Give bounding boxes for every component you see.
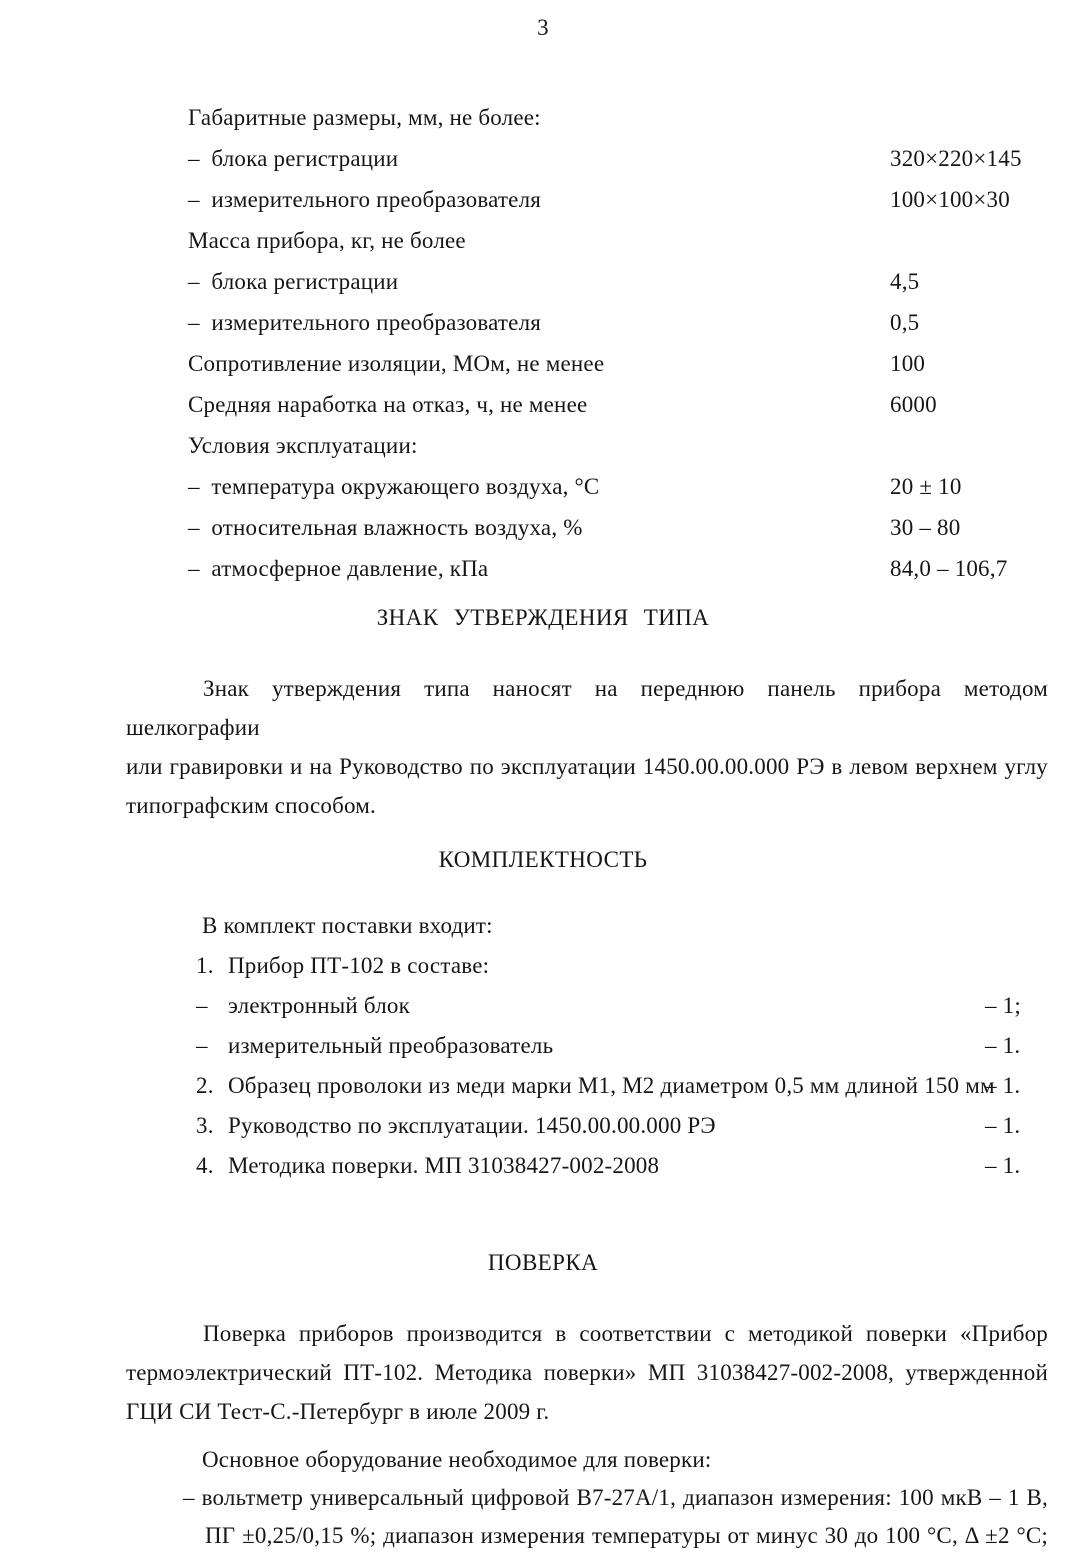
kit-item-text: Методика поверки. МП 31038427-002-2008 <box>228 1153 660 1178</box>
paragraph-line: или гравировки и на Руководство по эксплуатации 1450.00.00.000 РЭ в левом верхнем углу <box>126 754 1048 779</box>
paragraph-line: ГЦИ СИ Тест-С.-Петербург в июле 2009 г. <box>126 1399 550 1424</box>
kit-item-text: Руководство по эксплуатации. 1450.00.00.000 РЭ <box>228 1113 716 1138</box>
spec-row <box>0 220 1086 261</box>
heading-completeness: КОМПЛЕКТНОСТЬ <box>438 847 648 872</box>
kit-intro: В комплект поставки входит: <box>202 913 493 938</box>
spec-label: Сопротивление изоляции, МОм, не менее <box>188 351 605 376</box>
spec-value: 4,5 <box>890 269 920 294</box>
kit-item <box>0 986 1086 1026</box>
equipment-item <box>0 1479 1086 1555</box>
equipment-intro: Основное оборудование необходимое для поверки: <box>202 1447 712 1472</box>
spec-label: Условия эксплуатации: <box>188 433 418 458</box>
kit-item-quantity: – 1; <box>985 993 1021 1018</box>
kit-item-text: электронный блок <box>228 993 410 1018</box>
kit-item-text: Прибор ПТ-102 в составе: <box>228 953 490 978</box>
kit-item-marker: 3. <box>196 1113 214 1138</box>
spec-label: – измерительного преобразователя <box>188 310 542 335</box>
specifications-list <box>0 97 1086 589</box>
equipment-item-line-2: ПГ ±0,25/0,15 %; диапазон измерения температуры от минус 30 до 100 °С, Δ ±2 °С; <box>205 1523 1048 1548</box>
kit-list <box>0 946 1086 1186</box>
kit-item-quantity: – 1. <box>985 1073 1021 1098</box>
kit-item-marker: 4. <box>196 1153 214 1178</box>
kit-item <box>0 1106 1086 1146</box>
spec-row <box>0 466 1086 507</box>
verification-paragraph <box>126 1314 1048 1431</box>
kit-item <box>0 946 1086 986</box>
spec-row <box>0 97 1086 138</box>
kit-item <box>0 1066 1086 1106</box>
paragraph-line: Знак утверждения типа наносят на переднюю панель прибора методом шелкографии <box>126 676 1048 740</box>
page-number: 3 <box>537 15 549 40</box>
spec-label: Габаритные размеры, мм, не более: <box>188 105 541 130</box>
kit-item-quantity: – 1. <box>985 1153 1021 1178</box>
spec-row <box>0 384 1086 425</box>
spec-value: 320×220×145 <box>890 146 1022 171</box>
kit-item-quantity: – 1. <box>985 1113 1021 1138</box>
kit-item-quantity: – 1. <box>985 1033 1021 1058</box>
kit-item-text: Образец проволоки из меди марки М1, М2 диаметром 0,5 мм длиной 150 мм <box>228 1073 995 1098</box>
spec-label: – относительная влажность воздуха, % <box>188 515 583 540</box>
spec-label: Средняя наработка на отказ, ч, не менее <box>188 392 588 417</box>
spec-value: 84,0 – 106,7 <box>890 556 1008 581</box>
paragraph-line: типографским способом. <box>126 793 376 818</box>
spec-value: 100 <box>890 351 926 376</box>
spec-row <box>0 548 1086 589</box>
paragraph-line: термоэлектрический ПТ-102. Методика поверки» МП 31038427-002-2008, утвержденной <box>126 1360 1048 1385</box>
spec-value: 100×100×30 <box>890 187 1010 212</box>
kit-item <box>0 1026 1086 1066</box>
spec-label: – блока регистрации <box>188 146 399 171</box>
kit-item-text: измерительный преобразователь <box>228 1033 554 1058</box>
spec-label: – температура окружающего воздуха, °С <box>188 474 600 499</box>
spec-value: 6000 <box>890 392 937 417</box>
spec-value: 20 ± 10 <box>890 474 962 499</box>
kit-item-marker: – <box>196 993 208 1018</box>
spec-row <box>0 179 1086 220</box>
spec-row <box>0 302 1086 343</box>
type-approval-paragraph <box>126 669 1048 825</box>
spec-row <box>0 261 1086 302</box>
spec-row <box>0 425 1086 466</box>
kit-item-marker: 1. <box>196 953 214 978</box>
heading-verification: ПОВЕРКА <box>487 1250 599 1275</box>
heading-type-approval-mark: ЗНАК УТВЕРЖДЕНИЯ ТИПА <box>376 605 710 630</box>
spec-value: 0,5 <box>890 310 920 335</box>
kit-item <box>0 1146 1086 1186</box>
spec-label: Масса прибора, кг, не более <box>188 228 466 253</box>
equipment-item-line-1: – вольтметр универсальный цифровой В7-27А/1, диапазон измерения: 100 мкВ – 1 В, <box>183 1485 1048 1510</box>
kit-item-marker: 2. <box>196 1073 214 1098</box>
spec-row <box>0 343 1086 384</box>
spec-row <box>0 138 1086 179</box>
paragraph-line: Поверка приборов производится в соответствии с методикой поверки «Прибор <box>203 1321 1048 1346</box>
spec-value: 30 – 80 <box>890 515 961 540</box>
spec-row <box>0 507 1086 548</box>
spec-label: – измерительного преобразователя <box>188 187 542 212</box>
spec-label: – атмосферное давление, кПа <box>188 556 489 581</box>
spec-label: – блока регистрации <box>188 269 399 294</box>
kit-item-marker: – <box>196 1033 208 1058</box>
